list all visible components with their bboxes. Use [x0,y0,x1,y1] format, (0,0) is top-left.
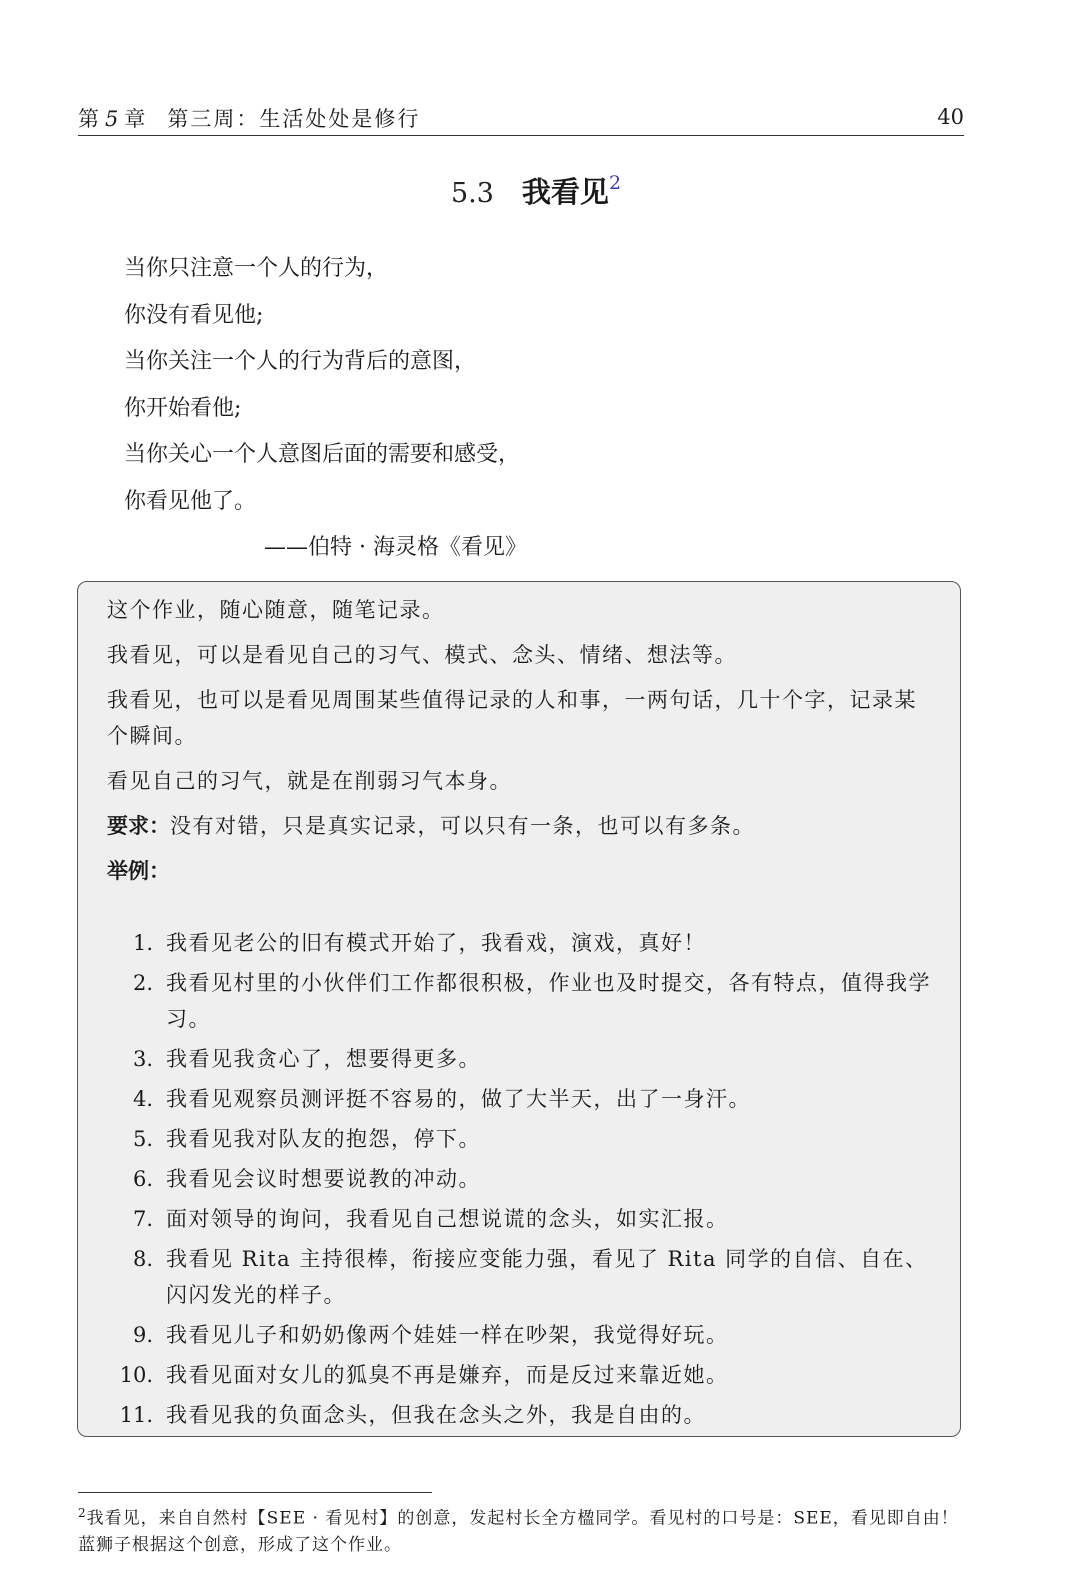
list-item-text: 我看见儿子和奶奶像两个娃娃一样在吵架，我觉得好玩。 [166,1323,729,1347]
list-item-text: 我看见我对队友的抱怨，停下。 [166,1127,481,1151]
list-item-number: 4. [132,1087,153,1111]
list-item-text: 我看见会议时想要说教的冲动。 [166,1167,481,1191]
list-item [107,1317,939,1353]
section-title: 我看见 [521,175,609,209]
poem-line: 当你关注一个人的行为背后的意图， [124,349,477,374]
list-item-number: 2. [132,971,153,995]
chapter-prefix: 第 [78,107,101,131]
list-item-number: 5. [132,1127,153,1151]
poem-attribution: ——伯特 · 海灵格《看见》 [264,535,527,560]
example-label: 举例： [107,859,170,883]
list-item [107,1241,939,1313]
list-item-number: 6. [132,1167,153,1191]
list-item-text: 我看见村里的小伙伴们工作都很积极，作业也及时提交，各有特点，值得我学习。 [166,971,931,1031]
epigraph-poem [124,246,924,572]
list-item-text: 我看见我的负面念头，但我在念头之外，我是自由的。 [166,1403,706,1427]
list-item-number: 11. [119,1403,153,1427]
chapter-label [78,103,420,133]
requirement-line [107,808,939,844]
list-item-number: 7. [132,1207,153,1231]
list-item-text: 我看见面对女儿的狐臭不再是嫌弃，而是反过来靠近她。 [166,1363,729,1387]
chapter-suffix: 章 [124,107,148,131]
list-item [107,1161,939,1197]
requirement-label: 要求： [107,814,170,838]
running-header [78,103,964,136]
example-list [107,925,939,1433]
poem-line: 你开始看他; [124,395,242,421]
list-item [107,965,939,1037]
footnote-rule [78,1492,432,1493]
list-item-text: 我看见老公的旧有模式开始了，我看戏，演戏，真好！ [166,931,706,955]
assignment-paragraph: 我看见，可以是看见自己的习气、模式、念头、情绪、想法等。 [107,643,737,667]
footnote-mark: 2 [78,1506,87,1520]
list-item [107,1397,939,1433]
assignment-paragraph: 这个作业，随心随意，随笔记录。 [107,598,445,622]
list-item [107,1041,939,1077]
poem-line: 你看见他了。 [124,488,257,514]
list-item-number: 1. [132,931,153,955]
page-number: 40 [937,105,964,129]
list-item-number: 9. [132,1323,153,1347]
list-item-number: 8. [132,1247,153,1271]
list-item [107,925,939,961]
list-item-number: 3. [132,1047,153,1071]
section-heading [0,170,1072,211]
requirement-text: 没有对错，只是真实记录，可以只有一条，也可以有多条。 [170,814,755,838]
assignment-box [77,581,961,1437]
poem-line: 当你关心一个人意图后面的需要和感受， [124,442,521,467]
footnote-text: 我看见，来自自然村【SEE · 看见村】的创意，发起村长全方楹同学。看见村的口号是：SEE，看见即自由！蓝狮子根据这个创意，形成了这个作业。 [78,1508,959,1555]
example-heading [107,853,939,889]
assignment-paragraph: 我看见，也可以是看见周围某些值得记录的人和事，一两句话，几十个字，记录某个瞬间。 [107,688,917,748]
section-number: 5.3 [450,178,494,209]
list-item [107,1121,939,1157]
list-item [107,1357,939,1393]
poem-line: 当你只注意一个人的行为， [124,256,389,281]
list-item-text: 我看见 Rita 主持很棒，衔接应变能力强，看见了 Rita 同学的自信、自在、闪闪发光的样子。 [166,1247,928,1307]
chapter-number: 5 [105,107,121,131]
list-item [107,1201,939,1237]
list-item [107,1081,939,1117]
footnote-reference[interactable]: 2 [608,172,622,194]
list-item-text: 我看见观察员测评挺不容易的，做了大半天，出了一身汗。 [166,1087,751,1111]
list-item-number: 10. [119,1363,153,1387]
chapter-title: 第三周：生活处处是修行 [167,107,421,131]
assignment-paragraph: 看见自己的习气，就是在削弱习气本身。 [107,769,512,793]
footnote [78,1500,964,1558]
poem-line: 你没有看见他; [124,302,264,328]
list-item-text: 我看见我贪心了，想要得更多。 [166,1047,481,1071]
assignment-content [107,592,939,1437]
list-item-text: 面对领导的询问，我看见自己想说谎的念头，如实汇报。 [166,1207,729,1231]
